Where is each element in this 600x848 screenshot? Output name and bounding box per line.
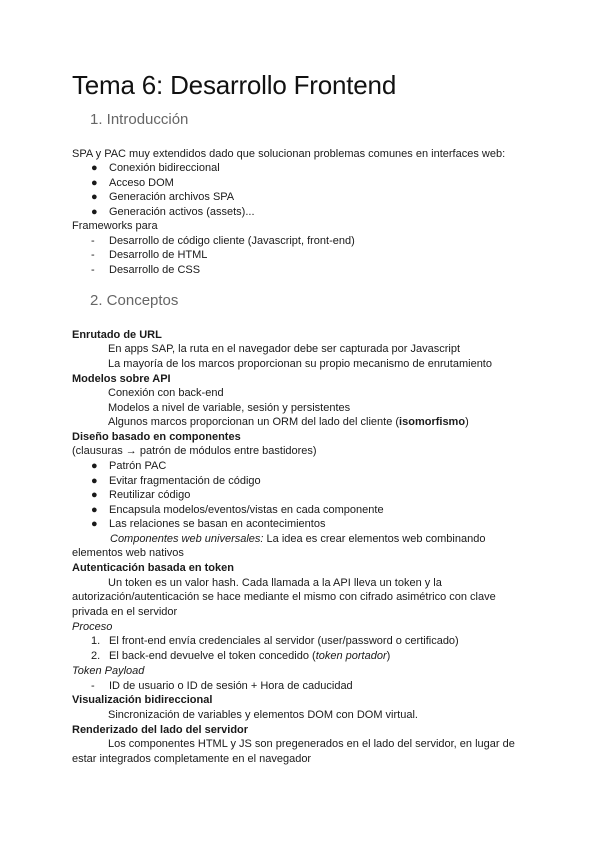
list-item: ● Las relaciones se basan en acontecimientos (91, 518, 326, 530)
text-line: Algunos marcos proporcionan un ORM del lado del cliente (isomorfismo) (108, 416, 469, 428)
text-line: (clausuras → patrón de módulos entre bastidores) (72, 445, 317, 457)
list-item: - Desarrollo de HTML (91, 249, 208, 261)
text-line: En apps SAP, la ruta en el navegador debe ser capturada por Javascript (108, 343, 461, 355)
section-heading-conceptos: 2. Conceptos (90, 292, 179, 309)
list-item: ● Evitar fragmentación de código (91, 475, 261, 487)
list-item: ● Generación activos (assets)... (91, 206, 255, 218)
subheading-render: Renderizado del lado del servidor (72, 724, 249, 736)
subheading-visual: Visualización bidireccional (72, 694, 213, 706)
intro-paragraph: SPA y PAC muy extendidos dado que solucionan problemas comunes en interfaces web: (72, 148, 506, 160)
document-title: Tema 6: Desarrollo Frontend (72, 70, 397, 100)
text-line: autorización/autenticación se hace mediante el mismo con cifrado asimétrico con clave (72, 591, 496, 603)
text-line: Sincronización de variables y elementos DOM con DOM virtual. (108, 709, 418, 721)
list-item: 2. El back-end devuelve el token concedido (token portador) (91, 650, 391, 662)
proceso-label: Proceso (72, 621, 113, 633)
list-item: ● Generación archivos SPA (91, 191, 235, 203)
text-line: privada en el servidor (72, 606, 178, 618)
text-line: La mayoría de los marcos proporcionan su propio mecanismo de enrutamiento (108, 358, 492, 370)
text-line: Componentes web universales: La idea es crear elementos web combinando (110, 533, 486, 545)
payload-label: Token Payload (72, 665, 145, 677)
frameworks-label: Frameworks para (72, 220, 158, 232)
text-line: Los componentes HTML y JS son pregenerados en el lado del servidor, en lugar de (108, 738, 515, 750)
subheading-auth: Autenticación basada en token (72, 562, 234, 574)
text-line: Modelos a nivel de variable, sesión y persistentes (108, 402, 351, 414)
text-line: Conexión con back-end (108, 387, 224, 399)
list-item: ● Patrón PAC (91, 460, 167, 472)
text-line: estar integrados completamente en el navegador (72, 753, 312, 765)
list-item: ● Conexión bidireccional (91, 162, 220, 174)
list-item: 1. El front-end envía credenciales al servidor (user/password o certificado) (91, 635, 459, 647)
subheading-enrutado: Enrutado de URL (72, 329, 162, 341)
list-item: - Desarrollo de CSS (91, 264, 201, 276)
section-heading-introduccion: 1. Introducción (90, 111, 189, 128)
text-line: elementos web nativos (72, 547, 184, 559)
list-item: - Desarrollo de código cliente (Javascript, front-end) (91, 235, 355, 247)
list-item: ● Encapsula modelos/eventos/vistas en cada componente (91, 504, 384, 516)
subheading-diseno: Diseño basado en componentes (72, 431, 241, 443)
list-item: - ID de usuario o ID de sesión + Hora de caducidad (91, 680, 353, 692)
subheading-modelos: Modelos sobre API (72, 373, 171, 385)
list-item: ● Reutilizar código (91, 489, 191, 501)
text-line: Un token es un valor hash. Cada llamada a la API lleva un token y la (108, 577, 442, 589)
list-item: ● Acceso DOM (91, 177, 174, 189)
